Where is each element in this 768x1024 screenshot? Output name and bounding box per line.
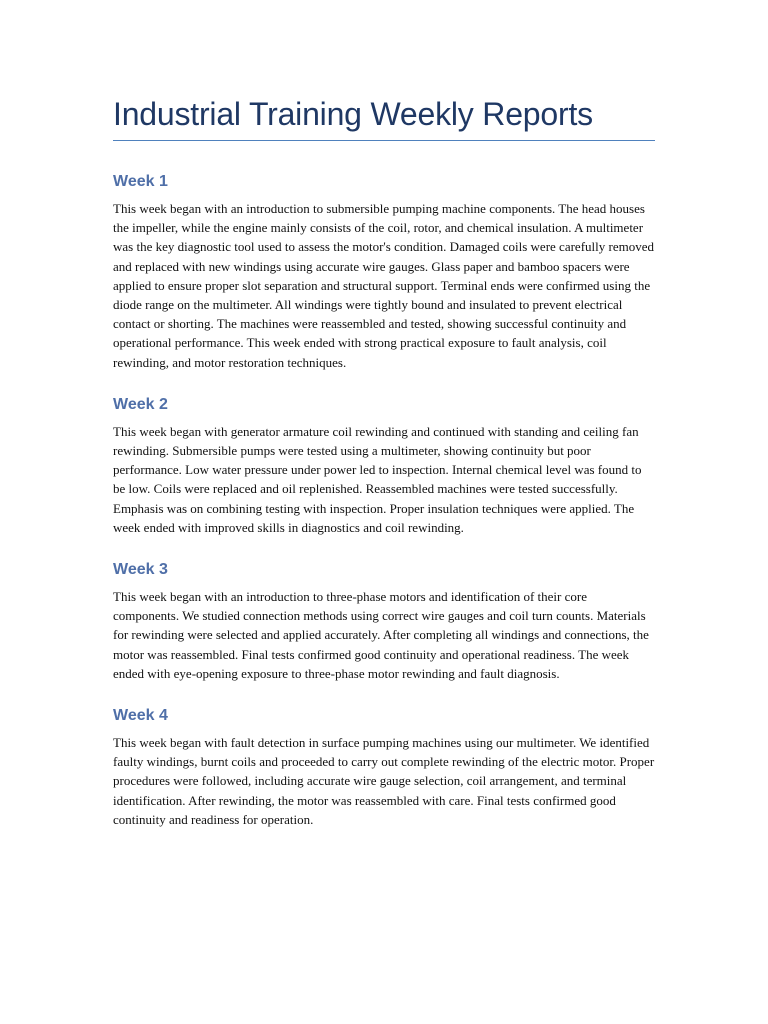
- section-body: This week began with generator armature coil rewinding and continued with standing and ceiling fan rewinding. Submersible pumps were tested using a multimeter, showing continuity but poor performance. Low water pressure under power led to inspection. Internal chemical level was found to be low. Coils were replaced and oil replenished. Reassembled machines were tested successfully. Emphasis was on combining testing with inspection. Proper insulation techniques were applied. The week ended with improved skills in diagnostics and coil rewinding.: [113, 423, 642, 535]
- section-heading: Week 1: [113, 173, 168, 190]
- section-body: This week began with an introduction to three-phase motors and identification of their core components. We studied connection methods using correct wire gauges and coil turn counts. Materials for rewinding were selected and applied accurately. After completing all windings and connections, the motor was reassembled. Final tests confirmed good continuity and operational readiness. The week ended with eye-opening exposure to three-phase motor rewinding and fault diagnosis.: [113, 589, 649, 681]
- section-body: This week began with an introduction to submersible pumping machine components. The head houses the impeller, while the engine mainly consists of the coil, rotor, and chemical insulation. A multimeter was the key diagnostic tool used to assess the motor's condition. Damaged coils were carefully removed and replaced with new windings using accurate wire gauges. Glass paper and bamboo spacers were applied to ensure proper slot separation and structural support. Terminal ends were confirmed using the diode range on the multimeter. All windings were tightly bound and insulated to prevent electrical contact or shorting. The machines were reassembled and tested, showing successful continuity and operational performance. This week ended with strong practical exposure to fault analysis, coil rewinding, and motor restoration techniques.: [113, 201, 654, 370]
- section-heading: Week 4: [113, 707, 168, 725]
- document-page: [113, 94, 655, 851]
- document-title: Industrial Training Weekly Reports: [113, 96, 593, 132]
- section-week-4: [113, 705, 655, 829]
- section-week-2: [113, 394, 655, 537]
- section-week-3: [113, 559, 655, 683]
- title-divider: [113, 140, 655, 141]
- section-body: This week began with fault detection in surface pumping machines using our multimeter. We identified faulty windings, burnt coils and proceeded to carry out complete rewinding of the electric motor. Proper procedures were followed, including accurate wire gauge selection, coil arrangement, and terminal identification. After rewinding, the motor was reassembled with care. Final tests confirmed good continuity and readiness for operation.: [113, 735, 655, 827]
- section-week-1: [113, 171, 655, 372]
- section-heading: Week 3: [113, 561, 168, 579]
- section-heading: Week 2: [113, 395, 168, 413]
